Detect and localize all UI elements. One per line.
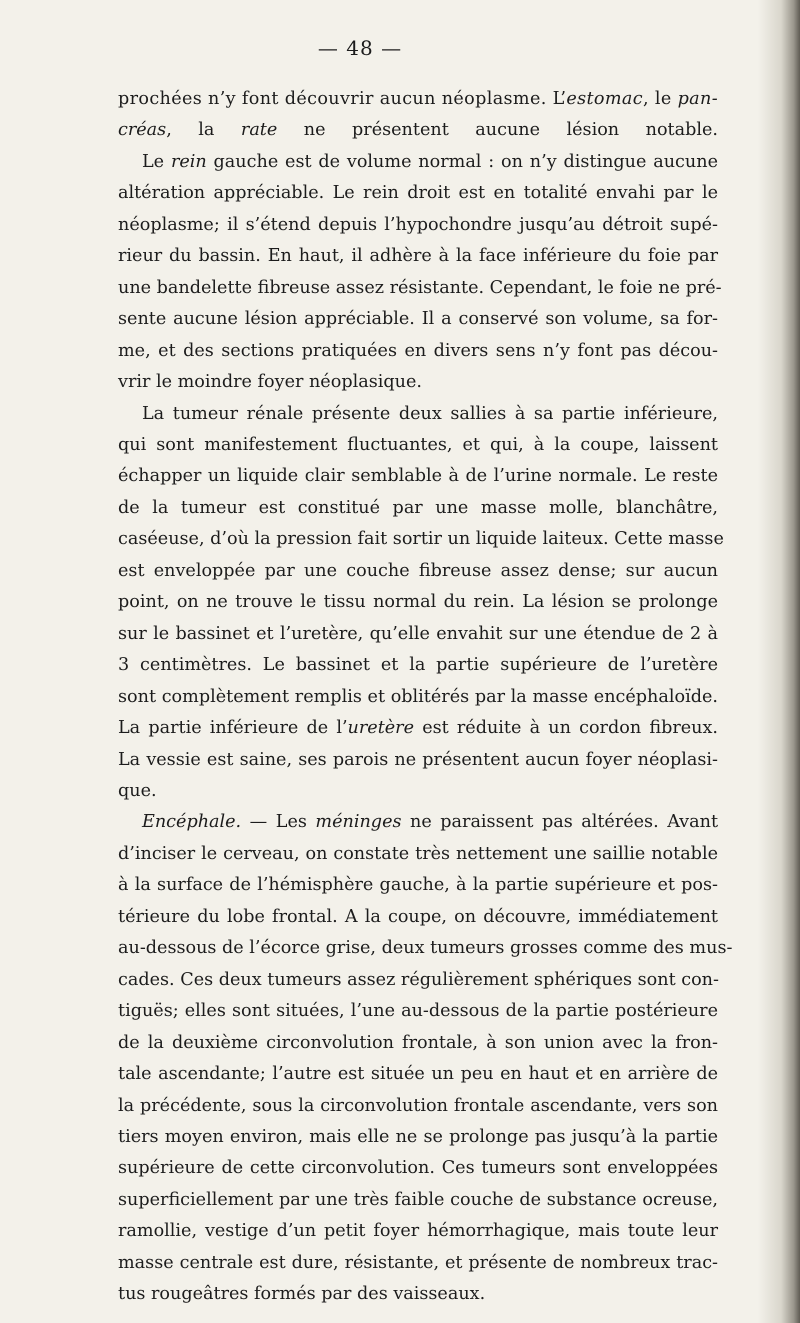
page-edge-shadow (758, 0, 800, 1323)
text-line: caséeuse, d’où la pression fait sortir un liquide laiteux. Cette masse (118, 529, 724, 550)
body-text (118, 84, 733, 1311)
text-line: La vessie est saine, ses parois ne présentent aucun foyer néoplasi- (118, 749, 718, 770)
text-line: La partie inférieure de l’uretère est réduite à un cordon fibreux. (118, 718, 718, 739)
text-line: est enveloppée par une couche fibreuse assez dense; sur aucun (118, 560, 718, 581)
text-line: superficiellement par une très faible couche de substance ocreuse, (118, 1189, 718, 1210)
text-line: à la surface de l’hémisphère gauche, à la partie supérieure et pos- (118, 875, 718, 896)
text-line: sur le bassinet et l’uretère, qu’elle envahit sur une étendue de 2 à (118, 623, 718, 644)
text-line: masse centrale est dure, résistante, et présente de nombreux trac- (118, 1252, 718, 1273)
text-line: créas, la rate ne présentent aucune lésion notable. (118, 120, 718, 141)
text-line: sont complètement remplis et oblitérés par la masse encéphaloïde. (118, 686, 718, 707)
text-line: rieur du bassin. En haut, il adhère à la face inférieure du foie par (118, 246, 718, 267)
text-line: de la deuxième circonvolution frontale, à son union avec la fron- (118, 1032, 718, 1053)
text-line: ramollie, vestige d’un petit foyer hémorrhagique, mais toute leur (118, 1221, 718, 1242)
text-line: vrir le moindre foyer néoplasique. (118, 372, 422, 393)
text-line: échapper un liquide clair semblable à de l’urine normale. Le reste (118, 466, 718, 487)
text-line: altération appréciable. Le rein droit est en totalité envahi par le (118, 183, 718, 204)
text-line: La tumeur rénale présente deux sallies à sa partie inférieure, (142, 403, 718, 424)
text-line: 3 centimètres. Le bassinet et la partie supérieure de l’uretère (118, 655, 718, 676)
page-number: — 48 — (317, 36, 403, 60)
text-line: qui sont manifestement fluctuantes, et qui, à la coupe, laissent (118, 434, 718, 455)
text-line: tiguës; elles sont situées, l’une au-dessous de la partie postérieure (118, 1001, 718, 1022)
text-line: Le rein gauche est de volume normal : on n’y distingue aucune (142, 151, 718, 172)
text-line: point, on ne trouve le tissu normal du rein. La lésion se prolonge (118, 592, 718, 613)
text-line: la précédente, sous la circonvolution frontale ascendante, vers son (118, 1095, 718, 1116)
text-line: au-dessous de l’écorce grise, deux tumeurs grosses comme des mus- (118, 938, 733, 959)
text-line: térieure du lobe frontal. A la coupe, on découvre, immédiatement (118, 906, 718, 927)
text-line: une bandelette fibreuse assez résistante. Cependant, le foie ne pré- (118, 277, 722, 298)
text-line: tiers moyen environ, mais elle ne se prolonge pas jusqu’à la partie (118, 1126, 718, 1147)
text-line: de la tumeur est constitué par une masse molle, blanchâtre, (118, 497, 718, 518)
text-line: tus rougeâtres formés par des vaisseaux. (118, 1284, 486, 1305)
text-line: sente aucune lésion appréciable. Il a conservé son volume, sa for- (118, 309, 718, 330)
text-line: que. (118, 780, 157, 801)
text-line: cades. Ces deux tumeurs assez régulièrement sphériques sont con- (118, 969, 719, 990)
text-line: d’inciser le cerveau, on constate très nettement une saillie notable (118, 843, 718, 864)
text-line: me, et des sections pratiquées en divers sens n’y font pas décou- (118, 340, 718, 361)
text-line: néoplasme; il s’étend depuis l’hypochondre jusqu’au détroit supé- (118, 214, 718, 235)
text-line: tale ascendante; l’autre est située un peu en haut et en arrière de (118, 1064, 718, 1085)
text-line: supérieure de cette circonvolution. Ces tumeurs sont enveloppées (118, 1158, 718, 1179)
text-line: Encéphale. — Les méninges ne paraissent pas altérées. Avant (142, 812, 719, 833)
text-line: prochées n’y font découvrir aucun néoplasme. L’estomac, le pan- (118, 89, 718, 109)
